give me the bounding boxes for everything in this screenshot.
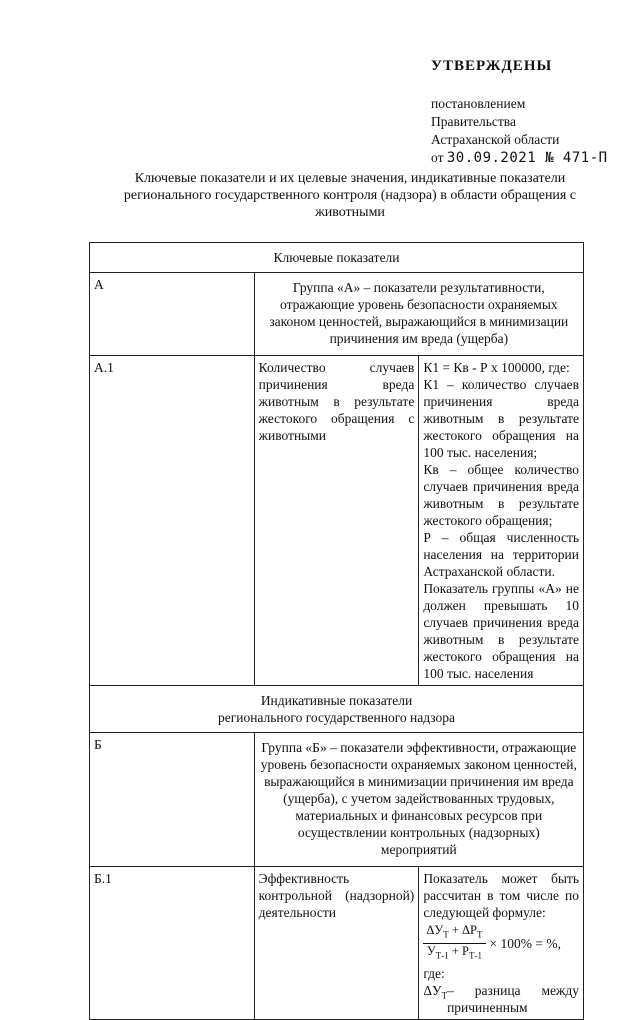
table-row — [90, 356, 584, 686]
formula-definition: К1 – количество случаев причинения вреда животным в результате жестокого обращения на 100 тыс. населения; — [423, 377, 579, 460]
document-heading: Ключевые показатели и их целевые значения, индикативные показатели регионального государственного контроля (надзора) в области обращения с животными — [123, 171, 577, 220]
formula-tail: × 100% = %, — [489, 935, 561, 951]
table-row — [90, 867, 584, 1020]
row-code: Б — [90, 733, 255, 867]
formula-line: К1 = Кв - Р х 100000, где: — [423, 360, 570, 375]
row-code: А — [90, 273, 255, 356]
indicative-section-row — [90, 686, 584, 733]
fraction-denominator: $У_{Т-1} + Р_{Т-1}$ — [426, 943, 482, 960]
formula-where: где: — [423, 966, 445, 981]
formula-intro: Показатель может быть рассчитан в том числе по следующей формуле: — [423, 871, 579, 920]
formula-definition — [423, 982, 579, 1016]
formula-definition: Р – общая численность населения на территории Астраханской области. — [423, 530, 579, 579]
indicator-formula-cell — [419, 356, 584, 686]
formula-fraction — [423, 923, 485, 963]
group-a-description: Группа «А» – показатели результативности, отражающие уровень безопасности охраняемых законом ценностей, выражающийся в минимизации причинения им вреда (ущерба) — [254, 273, 583, 356]
formula-definition: Кв – общее количество случаев причинения вреда животным в результате жестокого обращения; — [423, 462, 579, 528]
indicator-name: Эффективность контрольной (надзорной) деятельности — [254, 867, 419, 1020]
indicative-title-line-1: Индикативные показатели — [260, 693, 413, 708]
efficiency-formula — [423, 923, 561, 963]
fraction-numerator: $\Delta У_Т + \Delta Р_Т$ — [423, 923, 485, 944]
approval-line-3: Астраханской области — [431, 132, 560, 147]
row-code: А.1 — [90, 356, 255, 686]
indicator-name: Количество случаев причинения вреда животным в результате жестокого обращения с животными — [254, 356, 419, 686]
approval-title: УТВЕРЖДЕНЫ — [431, 58, 553, 74]
row-code: Б.1 — [90, 867, 255, 1020]
approval-line-2: Правительства — [431, 114, 516, 129]
table-row — [90, 273, 584, 356]
approval-date-stamp: 30.09.2021 № 471-П — [446, 150, 608, 166]
definition-symbol: $\Delta У_Т$ — [423, 983, 448, 1001]
definition-text: – разница между причиненным — [447, 983, 579, 1015]
approval-date-prefix: от — [431, 150, 444, 165]
indicative-section-header — [90, 686, 584, 733]
table-row — [90, 733, 584, 867]
key-section-row — [90, 243, 584, 273]
indicators-table — [89, 242, 584, 1020]
approval-date — [431, 149, 631, 167]
group-b-description: Группа «Б» – показатели эффективности, отражающие уровень безопасности охраняемых законом ценностей, выражающийся в минимизации причинения им вреда (ущерба), с учетом задействованных трудовых, материальных и финансовых ресурсов при осуществлении контрольных (надзорных) мероприятий — [254, 733, 583, 867]
indicative-title-line-2: регионального государственного надзора — [217, 710, 456, 725]
approval-line-1: постановлением — [431, 96, 526, 111]
target-value-note: Показатель группы «А» не должен превышать 10 случаев причинения вреда животным в результате жестокого обращения на 100 тыс. населения — [423, 581, 579, 681]
approval-block — [431, 58, 631, 167]
key-section-header: Ключевые показатели — [90, 243, 584, 273]
indicator-formula-cell — [419, 867, 584, 1020]
